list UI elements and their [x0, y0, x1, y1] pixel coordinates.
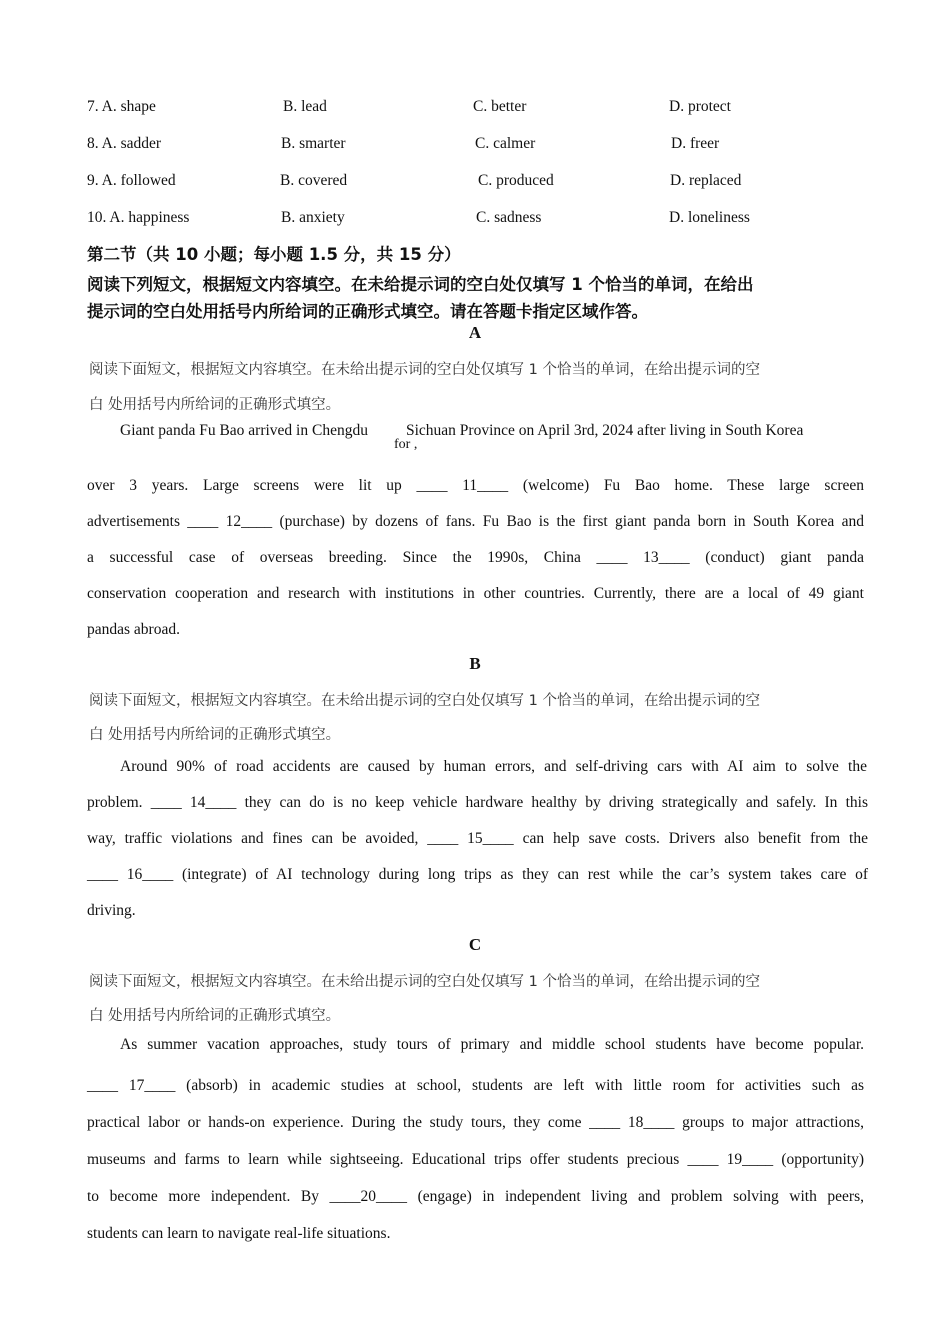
passage-c-heading: C	[468, 935, 482, 954]
passage-a-line4: a successful case of overseas breeding. Since the 1990s, China ____ 13____ (conduct) giant panda	[87, 549, 864, 566]
passage-c-line6: students can learn to navigate real-life situations.	[87, 1225, 391, 1242]
option-8-a: 8. A. sadder	[87, 135, 162, 152]
passage-c-line5: to become more independent. By ____20____ (engage) in independent living and problem solving with peers,	[87, 1188, 864, 1205]
passage-a-line1-start: Giant panda Fu Bao arrived in Chengdu	[120, 422, 368, 439]
option-7-a: 7. A. shape	[87, 98, 156, 115]
passage-c-direction-line1: 阅读下面短文，根据短文内容填空。在未给出提示词的空白处仅填写 1 个恰当的单词，在给出提示词的空	[89, 974, 760, 990]
passage-a-direction-line1: 阅读下面短文，根据短文内容填空。在未给出提示词的空白处仅填写 1 个恰当的单词，在给出提示词的空	[89, 362, 760, 378]
option-9-a: 9. A. followed	[87, 172, 176, 189]
section-instruction-line2: 提示词的空白处用括号内所给词的正确形式填空。请在答题卡指定区域作答。	[87, 302, 648, 321]
passage-b-line2: problem. ____ 14____ they can do is no keep vehicle hardware healthy by driving strategically and safely. In this	[87, 794, 868, 811]
section-title: 第二节（共 10 小题；每小题 1.5 分，共 15 分）	[87, 245, 461, 264]
option-8-c: C. calmer	[475, 135, 536, 152]
passage-b-line3: way, traffic violations and fines can be avoided, ____ 15____ can help save costs. Drivers also benefit from the	[87, 830, 868, 847]
passage-a-line1-for: for ,	[394, 437, 418, 452]
option-10-c: C. sadness	[476, 209, 542, 226]
option-9-c: C. produced	[478, 172, 554, 189]
passage-a-line5: conservation cooperation and research with institutions in other countries. Currently, there are a local of 49 giant	[87, 585, 864, 602]
option-7-d: D. protect	[669, 98, 731, 115]
passage-b-heading: B	[469, 654, 481, 673]
passage-a-heading: A	[468, 323, 482, 342]
option-10-b: B. anxiety	[281, 209, 345, 226]
passage-b-direction-line1: 阅读下面短文，根据短文内容填空。在未给出提示词的空白处仅填写 1 个恰当的单词，在给出提示词的空	[89, 693, 760, 709]
passage-a-line2: over 3 years. Large screens were lit up ____ 11____ (welcome) Fu Bao home. These large screen	[87, 477, 864, 494]
passage-b-line5: driving.	[87, 902, 136, 919]
passage-a-line6: pandas abroad.	[87, 621, 180, 638]
option-9-b: B. covered	[280, 172, 348, 189]
section-instruction-line1: 阅读下列短文，根据短文内容填空。在未给提示词的空白处仅填写 1 个恰当的单词，在给出	[87, 275, 754, 294]
option-9-d: D. replaced	[670, 172, 742, 189]
passage-b-direction-line2: 白 处用括号内所给词的正确形式填空。	[89, 727, 341, 743]
option-8-b: B. smarter	[281, 135, 346, 152]
passage-c-line3: practical labor or hands-on experience. During the study tours, they come ____ 18____ groups to major attractions,	[87, 1114, 864, 1131]
passage-c-line4: museums and farms to learn while sightseeing. Educational trips offer students precious ____ 19____ (opportunity)	[87, 1151, 864, 1168]
passage-b-line4: ____ 16____ (integrate) of AI technology during long trips as they can rest while the car’s system takes care of	[87, 866, 868, 883]
passage-a-line3: advertisements ____ 12____ (purchase) by dozens of fans. Fu Bao is the first giant panda born in South Korea and	[87, 513, 864, 530]
passage-a-direction-line2: 白 处用括号内所给词的正确形式填空。	[89, 397, 341, 413]
option-8-d: D. freer	[671, 135, 720, 152]
passage-c-line2: ____ 17____ (absorb) in academic studies at school, students are left with little room for activities such as	[87, 1077, 864, 1094]
option-10-d: D. loneliness	[669, 209, 750, 226]
passage-b-line1: Around 90% of road accidents are caused by human errors, and self-driving cars with AI aim to solve the	[120, 758, 867, 775]
passage-c-line1: As summer vacation approaches, study tours of primary and middle school students have become popular.	[120, 1036, 864, 1053]
option-10-a: 10. A. happiness	[87, 209, 190, 226]
passage-a-line1-end: Sichuan Province on April 3rd, 2024 after living in South Korea	[406, 422, 804, 439]
passage-c-direction-line2: 白 处用括号内所给词的正确形式填空。	[89, 1008, 341, 1024]
option-7-b: B. lead	[283, 98, 327, 115]
option-7-c: C. better	[473, 98, 527, 115]
